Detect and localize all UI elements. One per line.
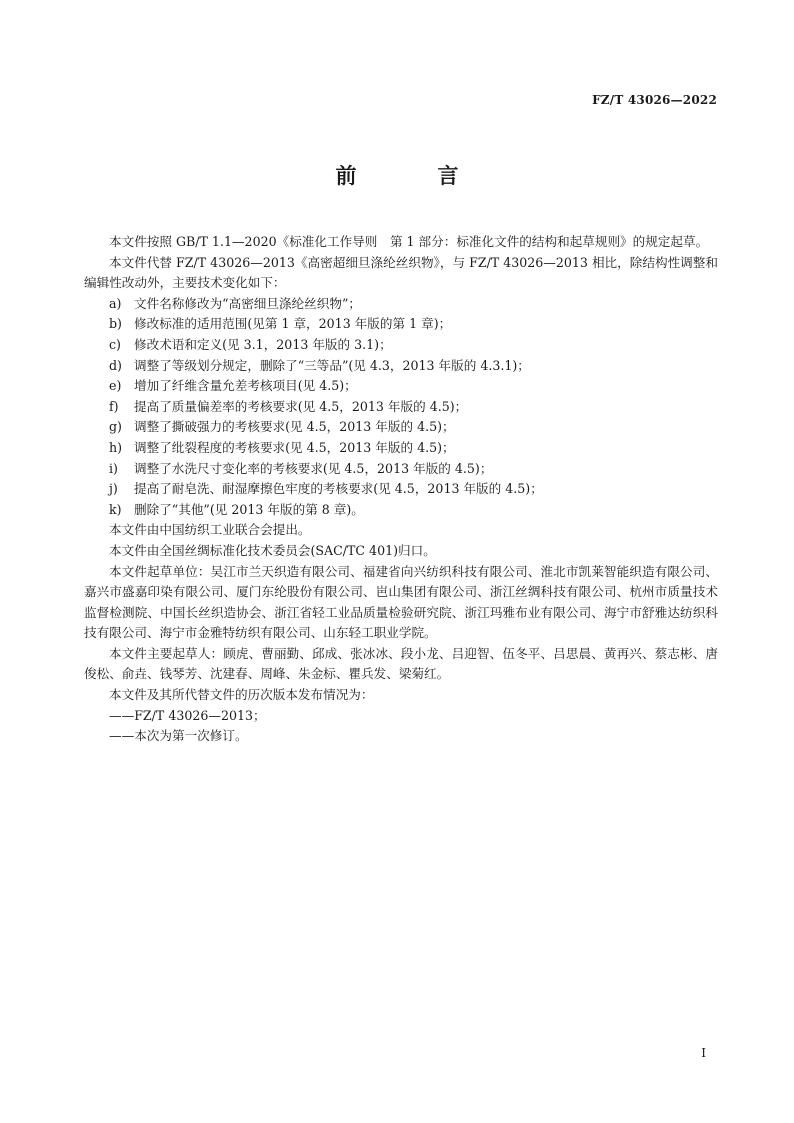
intro-paragraph-1: 本文件按照 GB/T 1.1—2020《标准化工作导则 第 1 部分：标准化文件的结构和起草规则》的规定起草。 [109,234,709,249]
list-marker: j) [109,481,118,497]
list-item-text: 删除了“其他”(见 2013 年版的第 8 章)。 [134,501,364,517]
list-item-text: 调整了等级划分规定，删除了“三等品”(见 4.3，2013 年版的 4.3.1)； [134,357,530,373]
list-item [84,376,718,397]
list-item-text: 调整了撕破强力的考核要求(见 4.5，2013 年版的 4.5)； [134,419,455,435]
drafters-paragraph: 本文件主要起草人：顾虎、曹丽勤、邱成、张冰冰、段小龙、吕迎智、伍冬平、吕思晨、黄再兴、蔡志彬、唐俊松、俞垚、钱琴芳、沈建春、周峰、朱金标、瞿兵发、梁菊红。 [84,645,718,682]
list-item [84,314,718,335]
list-item [84,417,718,438]
list-marker: a) [109,295,122,311]
list-item [84,335,718,356]
list-item-text: 提高了耐皂洗、耐湿摩擦色牢度的考核要求(见 4.5，2013 年版的 4.5)； [134,481,543,497]
list-item-text: 提高了质量偏差率的考核要求(见 4.5，2013 年版的 4.5)； [134,398,468,414]
managed-by-paragraph: 本文件由全国丝绸标准化技术委员会(SAC/TC 401)归口。 [109,542,436,558]
history-item: ——FZ/T 43026—2013； [109,707,266,723]
list-item-text: 修改术语和定义(见 3.1，2013 年版的 3.1)； [134,336,392,352]
list-marker: f) [109,398,119,414]
foreword-body [84,232,718,747]
drafting-units-paragraph: 本文件起草单位：吴江市兰天织造有限公司、福建省向兴纺织科技有限公司、淮北市凯莱智能织造有限公司、嘉兴市盛嘉印染有限公司、厦门东纶股份有限公司、岜山集团有限公司、浙江丝绸科技有限公司、杭州市质量技术监督检测院、中国长丝织造协会、浙江省轻工业品质量检验研究院、浙江玛雅布业有限公司、海宁市舒雅达纺织科技有限公司、海宁市金雅特纺织有限公司、山东轻工职业学院。 [84,563,718,641]
list-item-text: 修改标准的适用范围(见第 1 章，2013 年版的第 1 章)； [134,316,452,332]
list-item [84,500,718,521]
page-title: 前 言 [335,163,489,188]
list-item [84,459,718,480]
page-number: I [701,1046,706,1060]
list-marker: h) [109,439,123,455]
list-item [84,294,718,315]
proposed-by-paragraph: 本文件由中国纺织工业联合会提出。 [109,522,311,538]
list-item [84,356,718,377]
history-intro-paragraph: 本文件及其所代替文件的历次版本发布情况为： [109,687,374,703]
list-marker: c) [109,336,121,352]
list-item [84,397,718,418]
list-marker: g) [109,419,122,435]
history-item: ——本次为第一次修订。 [109,728,248,744]
list-item [84,438,718,459]
list-item-text: 调整了水洗尺寸变化率的考核要求(见 4.5，2013 年版的 4.5)； [134,460,493,476]
list-item-text: 增加了纤维含量允差考核项目(见 4.5)； [134,378,357,394]
list-item [84,479,718,500]
standard-code: FZ/T 43026—2022 [592,93,717,107]
list-marker: b) [109,316,122,332]
list-marker: d) [109,357,122,373]
list-marker: k) [109,501,122,517]
list-item-text: 文件名称修改为“高密细旦涤纶丝织物”； [134,295,361,311]
intro-paragraph-2: 本文件代替 FZ/T 43026—2013《高密超细旦涤纶丝织物》，与 FZ/T 43026—2013 相比，除结构性调整和编辑性改动外，主要技术变化如下： [84,254,718,291]
list-marker: i) [109,460,118,476]
list-marker: e) [109,378,122,394]
list-item-text: 调整了纰裂程度的考核要求(见 4.5，2013 年版的 4.5)； [134,439,455,455]
